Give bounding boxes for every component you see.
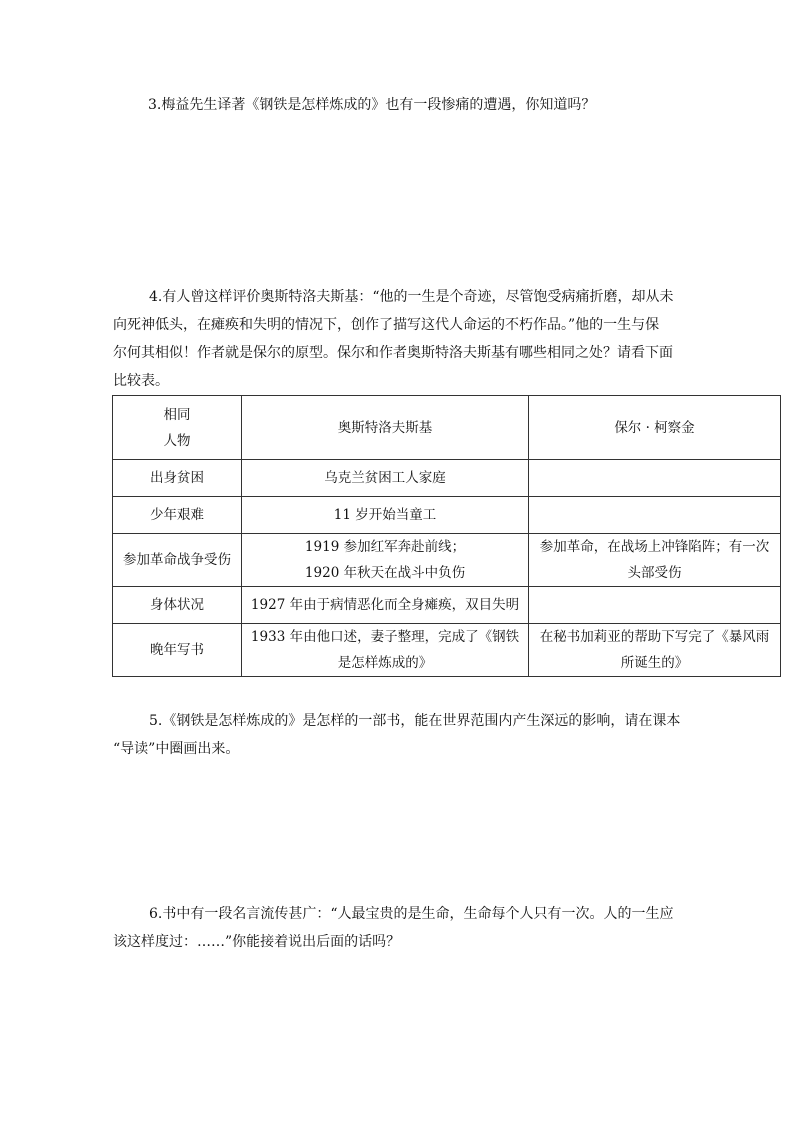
row-label: 晚年写书	[113, 624, 242, 677]
corner-label-bottom: 人物	[163, 432, 191, 449]
table-header-row	[113, 396, 781, 460]
cell-line: 11 岁开始当童工	[333, 507, 437, 523]
ostrovsky-cell	[242, 624, 529, 677]
cell-line: 是怎样炼成的》	[337, 655, 433, 671]
row-label: 出身贫困	[113, 460, 242, 497]
row-label: 参加革命战争受伤	[113, 534, 242, 587]
question-4-line: 向死神低头，在瘫痪和失明的情况下，创作了描写这代人命运的不朽作品。”他的一生与保	[113, 317, 660, 333]
question-4-line: 尔何其相似！作者就是保尔的原型。保尔和作者奥斯特洛夫斯基有哪些相同之处？请看下面	[113, 345, 673, 361]
question-5-line: 5.《钢铁是怎样炼成的》是怎样的一部书，能在世界范围内产生深远的影响，请在课本	[149, 713, 681, 729]
column-header-ostrovsky: 奥斯特洛夫斯基	[242, 396, 529, 460]
pavel-cell	[529, 624, 781, 677]
cell-line: 在秘书加莉亚的帮助下写完了《暴风雨	[539, 629, 770, 645]
table-row	[113, 534, 781, 587]
cell-line: 参加革命，在战场上冲锋陷阵；有一次	[539, 539, 770, 555]
cell-line: 1933 年由他口述，妻子整理，完成了《钢铁	[250, 629, 520, 645]
ostrovsky-cell	[242, 460, 529, 497]
cell-line: 1927 年由于病情恶化而全身瘫痪，双目失明	[250, 597, 520, 613]
question-6	[113, 900, 683, 956]
cell-line: 1919 参加红军奔赴前线；	[304, 539, 466, 555]
pavel-cell	[529, 497, 781, 534]
cell-line: 所诞生的》	[620, 655, 689, 671]
table-corner-cell	[113, 396, 242, 460]
question-5	[113, 707, 683, 763]
comparison-table	[112, 395, 781, 677]
table-row	[113, 587, 781, 624]
cell-line: 1920 年秋天在战斗中负伤	[304, 565, 466, 581]
pavel-cell	[529, 534, 781, 587]
cell-line: 头部受伤	[627, 565, 682, 581]
corner-label-top: 相同	[163, 406, 191, 423]
table-row	[113, 497, 781, 534]
pavel-cell	[529, 460, 781, 497]
question-6-line: 6.书中有一段名言流传甚广：“人最宝贵的是生命，生命每个人只有一次。人的一生应	[149, 906, 674, 922]
ostrovsky-cell	[242, 587, 529, 624]
pavel-cell	[529, 587, 781, 624]
row-label: 少年艰难	[113, 497, 242, 534]
ostrovsky-cell	[242, 534, 529, 587]
question-6-line: 该这样度过：……”你能接着说出后面的话吗？	[113, 934, 401, 950]
question-4	[113, 283, 683, 395]
question-3	[148, 92, 708, 118]
column-header-pavel: 保尔 · 柯察金	[529, 396, 781, 460]
question-3-text: 3.梅益先生译著《钢铁是怎样炼成的》也有一段惨痛的遭遇，你知道吗？	[148, 97, 596, 113]
question-4-line: 4.有人曾这样评价奥斯特洛夫斯基：“他的一生是个奇迹，尽管饱受病痛折磨，却从未	[149, 289, 674, 305]
question-4-line: 比较表。	[113, 373, 169, 389]
cell-line: 乌克兰贫困工人家庭	[324, 470, 446, 486]
question-5-line: “导读”中圈画出来。	[113, 741, 240, 757]
ostrovsky-cell	[242, 497, 529, 534]
row-label: 身体状况	[113, 587, 242, 624]
table-row	[113, 624, 781, 677]
table-row	[113, 460, 781, 497]
